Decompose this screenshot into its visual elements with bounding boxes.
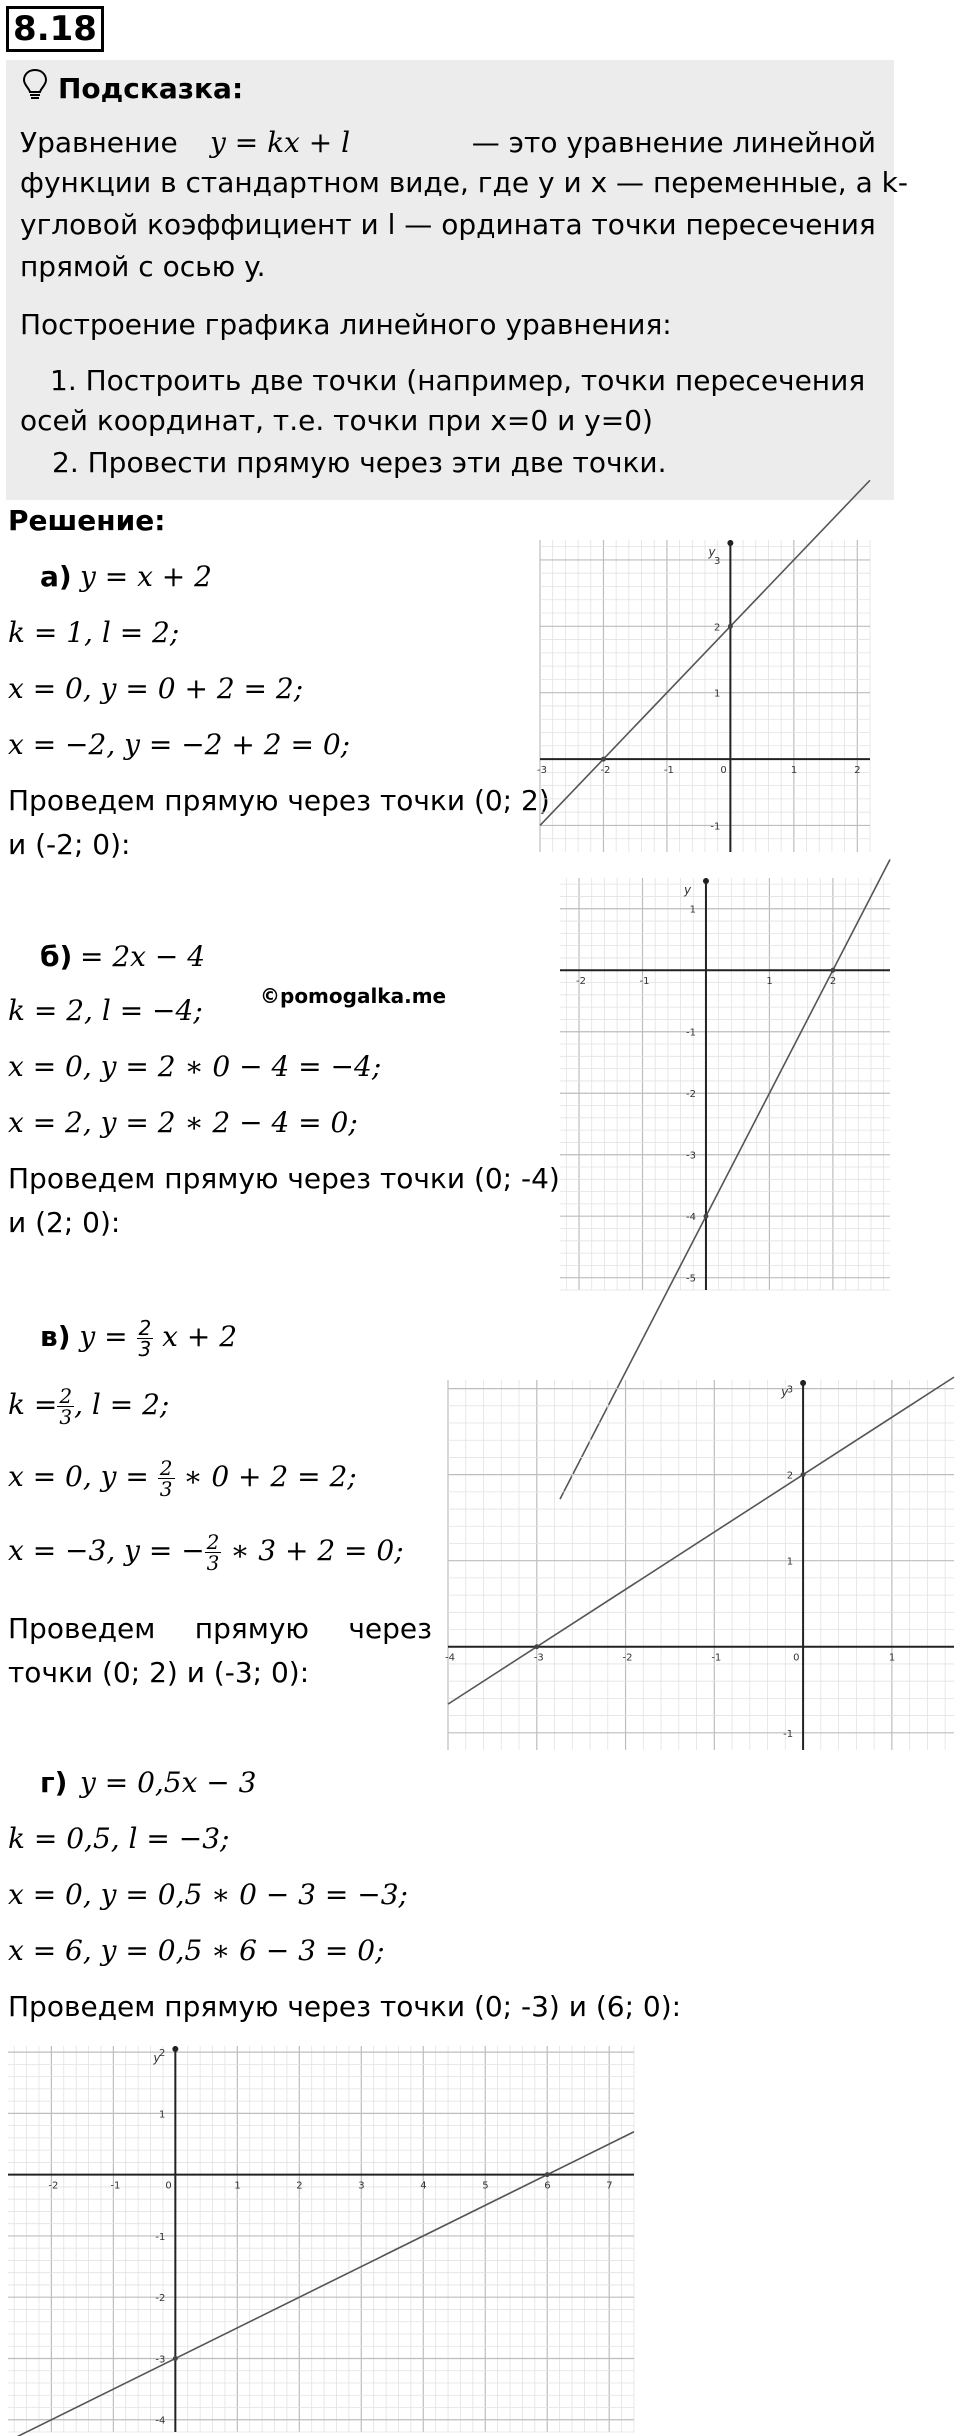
x-tick-label: -1 (711, 1652, 722, 1664)
part-a-equation: y = x + 2 (80, 560, 212, 593)
part-v-text1: Проведем прямую через (8, 1612, 432, 1645)
hint-text-5: Построение графика линейного уравнения: (20, 308, 672, 341)
part-a-line2: x = 0, y = 0 + 2 = 2; (8, 672, 304, 705)
hint-text-4: прямой с осью y. (20, 250, 266, 283)
x-tick-label: 2 (829, 976, 837, 988)
graph-a (537, 540, 870, 852)
data-point (728, 624, 733, 629)
function-line (448, 1377, 954, 1704)
part-g-line2: x = 0, y = 0,5 ∗ 0 − 3 = −3; (8, 1878, 408, 1911)
y-tick-label: -3 (685, 1150, 696, 1162)
x-tick-label: -2 (600, 765, 611, 777)
graph-v (445, 1380, 954, 1750)
y-axis-label: y (781, 1385, 789, 1399)
data-point (173, 2356, 178, 2361)
y-axis-arrow (727, 540, 733, 546)
part-g-line1: k = 0,5, l = −3; (8, 1822, 230, 1855)
hint-step-1b: осей координат, т.е. точки при x=0 и y=0) (20, 404, 653, 437)
x-tick-label: 2 (854, 765, 861, 777)
data-point (601, 757, 606, 762)
hint-step-1a: 1. Построить две точки (например, точки пересечения (50, 364, 866, 397)
part-g-line3: x = 6, y = 0,5 ∗ 6 − 3 = 0; (8, 1934, 385, 1967)
part-b-equation: = 2x − 4 (80, 940, 206, 973)
part-v-eq-b: x + 2 (162, 1320, 238, 1353)
part-g-label: г) (40, 1766, 68, 1799)
x-tick-label: 0 (793, 1652, 800, 1664)
y-tick-label: 1 (786, 1556, 794, 1568)
part-g-equation: y = 0,5x − 3 (80, 1766, 257, 1799)
y-axis-label: y (708, 545, 716, 559)
x-tick-label: 7 (606, 2180, 613, 2192)
y-tick-label: 1 (714, 688, 721, 700)
part-v-eq-a: y = (79, 1320, 128, 1353)
part-a-line3: x = −2, y = −2 + 2 = 0; (8, 728, 351, 761)
solution-heading: Решение: (8, 504, 166, 537)
part-v-label: в) (40, 1320, 71, 1353)
x-tick-label: -3 (533, 1652, 544, 1664)
y-tick-label: 3 (714, 555, 721, 567)
lightbulb-icon (22, 68, 48, 102)
part-v-equation-row (40, 1316, 237, 1359)
part-a-text2: и (-2; 0): (8, 828, 131, 861)
x-tick-label: 0 (165, 2180, 172, 2192)
part-g-text1: Проведем прямую через точки (0; -3) и (6; 0): (8, 1990, 682, 2023)
part-b-label: б) (40, 940, 73, 973)
x-tick-label: 2 (296, 2180, 303, 2192)
y-tick-label: -2 (685, 1089, 696, 1101)
y-tick-label: -1 (783, 1728, 794, 1740)
y-tick-label: -2 (155, 2293, 166, 2305)
hint-equation: y = kx + l (210, 126, 351, 159)
y-tick-label: 3 (786, 1384, 794, 1396)
hint-text-1b: — это уравнение линейной (471, 126, 876, 159)
y-axis-label: y (683, 883, 692, 897)
y-tick-label: 1 (689, 904, 696, 916)
x-tick-label: -3 (537, 765, 547, 777)
part-a-label: а) (40, 560, 72, 593)
x-tick-label: 6 (544, 2180, 551, 2192)
x-tick-label: 0 (720, 765, 727, 777)
y-tick-label: 2 (714, 622, 721, 634)
y-tick-label: 1 (158, 2109, 166, 2121)
y-tick-label: 2 (158, 2048, 166, 2060)
part-a-line1: k = 1, l = 2; (8, 616, 180, 649)
x-tick-label: -1 (663, 765, 674, 777)
part-v-line1: k = $\frac{2}{3}$ , l = 2; (8, 1384, 170, 1429)
x-tick-label: 1 (766, 976, 773, 988)
hint-text-2: функции в стандартном виде, где y и x — переменные, а k- (20, 166, 908, 199)
x-tick-label: 1 (888, 1652, 896, 1664)
hint-step-2: 2. Провести прямую через эти две точки. (52, 446, 667, 479)
x-tick-label: -2 (576, 976, 587, 988)
y-tick-label: -1 (155, 2231, 166, 2243)
x-tick-label: 1 (234, 2180, 241, 2192)
y-tick-label: -4 (155, 2415, 166, 2427)
x-tick-label: -1 (639, 976, 650, 988)
part-v-line3: x = −3, y = − $\frac{2}{3}$ ∗ 3 + 2 = 0; (8, 1530, 404, 1575)
x-tick-label: -4 (445, 1652, 455, 1664)
y-tick-label: -4 (685, 1212, 696, 1224)
part-b-text1: Проведем прямую через точки (0; -4) (8, 1162, 560, 1195)
part-b-line2: x = 0, y = 2 ∗ 0 − 4 = −4; (8, 1050, 382, 1083)
watermark: ©pomogalka.me (260, 984, 447, 1008)
part-b-line1: k = 2, l = −4; (8, 994, 203, 1027)
part-b-line3: x = 2, y = 2 ∗ 2 − 4 = 0; (8, 1106, 358, 1139)
hint-heading: Подсказка: (58, 72, 244, 105)
part-b-text2: и (2; 0): (8, 1206, 121, 1239)
x-tick-label: -2 (622, 1652, 633, 1664)
y-tick-label: -1 (685, 1027, 696, 1039)
hint-text-1a: Уравнение (20, 126, 178, 159)
y-tick-label: -5 (685, 1273, 696, 1285)
problem-number: 8.18 (6, 6, 104, 52)
x-tick-label: 5 (482, 2180, 489, 2192)
data-point (545, 2172, 550, 2177)
x-tick-label: 4 (420, 2180, 427, 2192)
part-a-text1: Проведем прямую через точки (0; 2) (8, 784, 550, 817)
part-v-text2: точки (0; 2) и (-3; 0): (8, 1656, 310, 1689)
y-tick-label: -1 (710, 821, 721, 833)
graph-b (560, 878, 890, 1290)
y-tick-label: 2 (786, 1470, 794, 1482)
y-axis-arrow (800, 1380, 806, 1386)
y-axis-label: y (153, 2051, 161, 2065)
function-line (8, 2132, 634, 2436)
data-point (830, 968, 835, 973)
data-point (703, 1214, 708, 1219)
x-tick-label: -1 (110, 2180, 121, 2192)
x-tick-label: 3 (358, 2180, 365, 2192)
graph-g (8, 2046, 634, 2432)
part-v-line2: x = 0, y = $\frac{2}{3}$ ∗ 0 + 2 = 2; (8, 1456, 357, 1501)
x-tick-label: 1 (790, 765, 798, 777)
x-tick-label: -2 (48, 2180, 59, 2192)
y-axis-arrow (703, 878, 709, 884)
y-axis-arrow (172, 2046, 178, 2052)
hint-text-3: угловой коэффициент и l — ордината точки пересечения (20, 208, 876, 241)
part-v-fraction: $\frac{2}{3}$ (138, 1315, 152, 1361)
y-tick-label: -3 (155, 2354, 166, 2366)
data-point (534, 1644, 539, 1649)
data-point (801, 1472, 806, 1477)
